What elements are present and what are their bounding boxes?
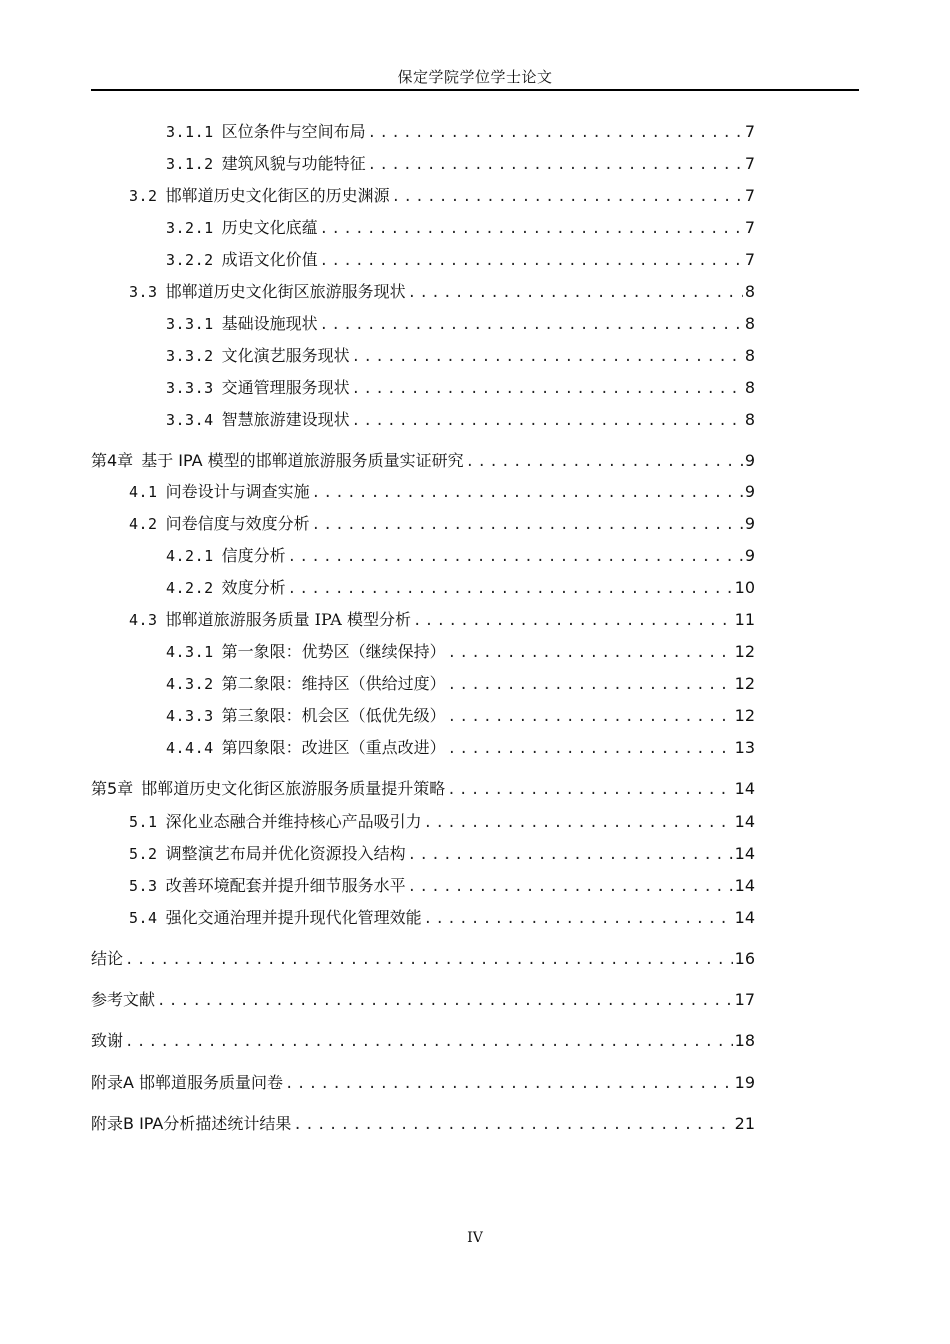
toc-entry-number: 3.3.1 [166,315,214,333]
toc-entry-page: 7 [744,186,755,205]
toc-entry-number: 4.3.1 [166,643,214,661]
toc-entry[interactable] [166,344,755,368]
toc-entry-number: 3.3.3 [166,379,214,397]
toc-entry-page: 14 [734,812,755,831]
toc-entry[interactable] [166,736,755,760]
toc-entry-title: 问卷信度与效度分析 [165,514,310,533]
toc-entry[interactable] [166,152,755,176]
toc-entry[interactable] [166,672,755,696]
toc-chapter-entry[interactable] [91,1071,755,1095]
toc-entry-page: 14 [734,844,755,863]
toc-entry-title: 第一象限：优势区（继续保持） [221,642,446,661]
toc-entry[interactable] [129,810,755,834]
toc-entry[interactable] [129,480,755,504]
toc-entry[interactable] [129,608,755,632]
toc-entry-title: 改善环境配套并提升细节服务水平 [165,876,406,895]
toc-entry[interactable] [166,376,755,400]
toc-entry[interactable] [166,312,755,336]
toc-entry-page: 9 [744,514,755,533]
toc-entry-title: 深化业态融合并维持核心产品吸引力 [165,812,422,831]
toc-entry-title: 第四象限：改进区（重点改进） [221,738,446,757]
toc-dot-leader [320,249,743,273]
toc-entry-page: 12 [734,706,755,725]
toc-dot-leader [288,545,743,569]
toc-entry-title: 交通管理服务现状 [221,378,350,397]
toc-entry[interactable] [129,280,755,304]
toc-entry-number: 3.2 [129,187,158,205]
toc-entry-title: 问卷设计与调查实施 [165,482,310,501]
toc-entry-page: 14 [734,908,755,927]
toc-entry-title: 附录B IPA分析描述统计结果 [91,1114,292,1133]
toc-entry-page: 8 [744,282,755,301]
toc-entry-page: 13 [734,738,755,757]
toc-entry-page: 7 [744,154,755,173]
toc-dot-leader [424,811,733,835]
toc-dot-leader [392,185,743,209]
toc-entry-number: 3.3 [129,283,158,301]
toc-entry-title: 结论 [91,949,124,968]
toc-entry-page: 16 [734,949,755,968]
toc-entry-title: 邯郸道历史文化街区的历史渊源 [165,186,390,205]
toc-entry-page: 8 [744,410,755,429]
toc-entry-title: 第二象限：维持区（供给过度） [221,674,446,693]
toc-chapter-entry[interactable] [91,1029,755,1053]
toc-chapter-entry[interactable] [91,947,755,971]
toc-dot-leader [447,778,732,802]
toc-entry-page: 18 [734,1031,755,1050]
toc-dot-leader [408,843,733,867]
toc-dot-leader [312,481,743,505]
toc-entry-number: 3.1.2 [166,155,214,173]
toc-entry-number: 4.2.2 [166,579,214,597]
toc-entry-page: 8 [744,378,755,397]
toc-chapter-entry[interactable] [91,988,755,1012]
toc-entry[interactable] [129,874,755,898]
toc-chapter-entry[interactable] [91,449,755,473]
toc-entry-title: 强化交通治理并提升现代化管理效能 [165,908,422,927]
toc-entry-number: 3.2.1 [166,219,214,237]
toc-dot-leader [285,1072,733,1096]
page-number: IV [467,1230,483,1246]
toc-entry-title: 致谢 [91,1031,124,1050]
toc-entry-page: 12 [734,674,755,693]
toc-entry-title: 附录A 邯郸道服务质量问卷 [91,1073,284,1092]
toc-entry-page: 14 [734,876,755,895]
toc-entry-number: 4.3.2 [166,675,214,693]
toc-entry-title: 基于 IPA 模型的邯郸道旅游服务质量实证研究 [141,451,464,470]
toc-entry[interactable] [129,842,755,866]
toc-entry-title: 信度分析 [221,546,286,565]
toc-dot-leader [368,121,743,145]
toc-chapter-entry[interactable] [91,777,755,801]
toc-entry-number: 4.2 [129,515,158,533]
toc-chapter-number: 第5章 [91,779,134,798]
toc-entry-number: 5.3 [129,877,158,895]
toc-entry-title: 邯郸道历史文化街区旅游服务质量提升策略 [141,779,446,798]
toc-entry[interactable] [129,184,755,208]
toc-entry-number: 3.3.4 [166,411,214,429]
toc-entry-page: 9 [744,546,755,565]
toc-entry-page: 9 [744,482,755,501]
toc-dot-leader [448,705,733,729]
toc-dot-leader [352,409,743,433]
toc-dot-leader [408,875,733,899]
toc-chapter-number: 第4章 [91,451,134,470]
toc-dot-leader [320,313,743,337]
toc-dot-leader [448,641,733,665]
toc-entry-number: 3.1.1 [166,123,214,141]
toc-entry-title: 邯郸道旅游服务质量 IPA 模型分析 [165,610,411,629]
toc-entry-page: 21 [734,1114,755,1133]
toc-dot-leader [352,377,743,401]
toc-entry[interactable] [129,906,755,930]
toc-entry-title: 效度分析 [221,578,286,597]
toc-entry-title: 区位条件与空间布局 [221,122,366,141]
toc-dot-leader [125,1030,733,1054]
toc-entry-title: 参考文献 [91,990,156,1009]
page-footer [0,1229,950,1247]
toc-dot-leader [320,217,743,241]
toc-entry-page: 10 [734,578,755,597]
toc-entry[interactable] [129,512,755,536]
toc-entry-page: 11 [734,610,755,629]
toc-entry-number: 4.4.4 [166,739,214,757]
toc-dot-leader [466,450,743,474]
toc-entry[interactable] [166,544,755,568]
toc-entry-number: 3.2.2 [166,251,214,269]
toc-chapter-entry[interactable] [91,1112,755,1136]
toc-entry-title: 第三象限：机会区（低优先级） [221,706,446,725]
toc-entry-title: 智慧旅游建设现状 [221,410,350,429]
toc-entry-page: 19 [734,1073,755,1092]
toc-dot-leader [448,737,733,761]
toc-entry-number: 5.1 [129,813,158,831]
toc-entry-page: 7 [744,218,755,237]
toc-dot-leader [448,673,733,697]
toc-entry-page: 17 [734,990,755,1009]
toc-entry-number: 5.4 [129,909,158,927]
toc-entry-title: 历史文化底蕴 [221,218,318,237]
toc-entry-page: 7 [744,250,755,269]
toc-entry[interactable] [166,248,755,272]
toc-dot-leader [125,948,733,972]
toc-entry-page: 8 [744,314,755,333]
toc-dot-leader [288,577,733,601]
toc-entry-number: 3.3.2 [166,347,214,365]
toc-entry-number: 4.3.3 [166,707,214,725]
toc-entry-title: 文化演艺服务现状 [221,346,350,365]
toc-entry[interactable] [166,408,755,432]
toc-entry-page: 8 [744,346,755,365]
toc-entry[interactable] [166,120,755,144]
toc-entry-number: 4.3 [129,611,158,629]
toc-dot-leader [312,513,743,537]
toc-dot-leader [352,345,743,369]
toc-entry-title: 邯郸道历史文化街区旅游服务现状 [165,282,406,301]
toc-entry-title: 调整演艺布局并优化资源投入结构 [165,844,406,863]
toc-dot-leader [413,609,733,633]
toc-dot-leader [368,153,743,177]
toc-entry-number: 4.2.1 [166,547,214,565]
toc-dot-leader [408,281,743,305]
toc-entry[interactable] [166,576,755,600]
toc-entry-page: 14 [734,779,755,798]
toc-entry-title: 成语文化价值 [221,250,318,269]
toc-entry[interactable] [166,640,755,664]
header-title: 保定学院学位学士论文 [397,68,553,86]
toc-entry-page: 7 [744,122,755,141]
toc-dot-leader [157,989,733,1013]
toc-entry-title: 基础设施现状 [221,314,318,333]
toc-entry-page: 12 [734,642,755,661]
toc-entry-title: 建筑风貌与功能特征 [221,154,366,173]
toc-dot-leader [424,907,733,931]
toc-dot-leader [293,1113,732,1137]
toc-entry-page: 9 [744,451,755,470]
toc-entry-number: 5.2 [129,845,158,863]
toc-entry[interactable] [166,216,755,240]
toc-entry[interactable] [166,704,755,728]
toc-entry-number: 4.1 [129,483,158,501]
